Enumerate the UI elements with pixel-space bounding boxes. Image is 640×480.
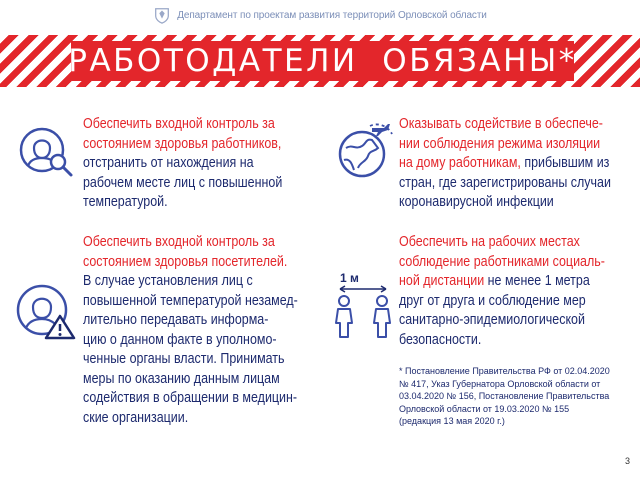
text-fragment: на дому работникам, xyxy=(399,155,521,171)
text-fragment: В случае установления лиц с xyxy=(83,273,253,289)
footnote-line: 03.04.2020 № 156, Постановление Правительства xyxy=(399,391,610,401)
text-line xyxy=(399,135,611,155)
coat-of-arms-icon xyxy=(153,6,171,24)
text-line xyxy=(399,193,611,213)
text-fragment: Обеспечить на рабочих местах xyxy=(399,234,580,250)
text-fragment: температурой. xyxy=(83,194,168,210)
text-fragment: Обеспечить входной контроль за xyxy=(83,234,275,250)
text-line xyxy=(83,253,298,273)
text-fragment: лительно передавать информа- xyxy=(83,312,269,328)
text-fragment: меры по оказанию данным лицам xyxy=(83,370,280,387)
page-number: 3 xyxy=(624,456,630,466)
banner-box xyxy=(68,41,577,81)
department-title: Департамент по проектам развития территорий Орловской области xyxy=(177,9,487,21)
text-fragment: нии соблюдения режима изоляции xyxy=(399,135,601,152)
footnote xyxy=(399,365,629,428)
text-line xyxy=(83,115,282,135)
text-fragment: цию о данном факте в уполномо- xyxy=(83,331,277,348)
footnote-line: Орловской области от 19.03.2020 № 155 xyxy=(399,403,570,414)
distance-label: 1 м xyxy=(340,271,359,285)
text-fragment: Оказывать содействие в обеспече- xyxy=(399,116,603,132)
text-fragment: безопасности. xyxy=(399,331,482,348)
footnote-line: * Постановление Правительства РФ от 02.04.2020 xyxy=(399,366,610,376)
text-line xyxy=(83,233,298,253)
text-line xyxy=(399,115,611,135)
text-line xyxy=(83,292,298,312)
text-line xyxy=(83,272,298,292)
footnote-line: № 417, Указ Губернатора Орловской области от xyxy=(399,378,601,389)
social-distance-icon xyxy=(330,285,396,341)
text-fragment: Обеспечить входной контроль за xyxy=(83,116,275,132)
text-fragment: не менее 1 метра xyxy=(484,273,590,289)
globe-plane-icon xyxy=(332,118,396,182)
text-fragment: отстранить от нахождения на xyxy=(83,155,254,171)
text-fragment: друг от друга и соблюдение мер xyxy=(399,292,586,309)
person-warning-icon xyxy=(16,280,76,342)
text-line xyxy=(83,311,298,331)
text-line xyxy=(83,154,282,174)
text-line xyxy=(83,370,298,390)
text-line xyxy=(399,233,605,253)
text-fragment: коронавирусной инфекции xyxy=(399,194,554,210)
footnote-line: (редакция 13 мая 2020 г.) xyxy=(399,416,505,426)
text-fragment: стран, где зарегистрированы случаи xyxy=(399,174,611,191)
text-fragment: санитарно-эпидемиологической xyxy=(399,312,585,328)
page-header xyxy=(0,4,640,26)
text-block-health-control xyxy=(83,115,282,213)
text-fragment: ченные органы власти. Принимать xyxy=(83,351,285,367)
text-fragment: рабочем месте лиц с повышенной xyxy=(83,174,283,191)
title-banner xyxy=(0,35,640,87)
text-fragment: состоянием здоровья работников, xyxy=(83,135,282,152)
text-fragment: соблюдение работниками социаль- xyxy=(399,253,605,270)
text-fragment: повышенной температурой незамед- xyxy=(83,292,298,309)
text-fragment: ной дистанции xyxy=(399,273,485,289)
text-fragment: содействия в обращении в медицин- xyxy=(83,390,298,406)
text-line xyxy=(399,154,611,174)
text-line xyxy=(399,174,611,194)
text-fragment: ские организации. xyxy=(83,409,189,426)
person-search-icon xyxy=(18,124,76,182)
text-line xyxy=(399,272,605,292)
text-block-visitor-control xyxy=(83,233,298,428)
text-line xyxy=(83,389,298,409)
text-line xyxy=(399,253,605,273)
text-line xyxy=(83,135,282,155)
text-line xyxy=(399,331,605,351)
text-line xyxy=(83,193,282,213)
text-line xyxy=(399,292,605,312)
text-fragment: прибывшим из xyxy=(520,155,610,171)
text-block-isolation xyxy=(399,115,611,213)
text-line xyxy=(83,350,298,370)
text-line xyxy=(399,311,605,331)
text-line xyxy=(83,409,298,429)
text-block-social-distance xyxy=(399,233,605,350)
text-fragment: состоянием здоровья посетителей. xyxy=(83,253,288,270)
text-line xyxy=(83,174,282,194)
text-line xyxy=(83,331,298,351)
banner-title: РАБОТОДАТЕЛИ ОБЯЗАНЫ* xyxy=(68,43,577,79)
